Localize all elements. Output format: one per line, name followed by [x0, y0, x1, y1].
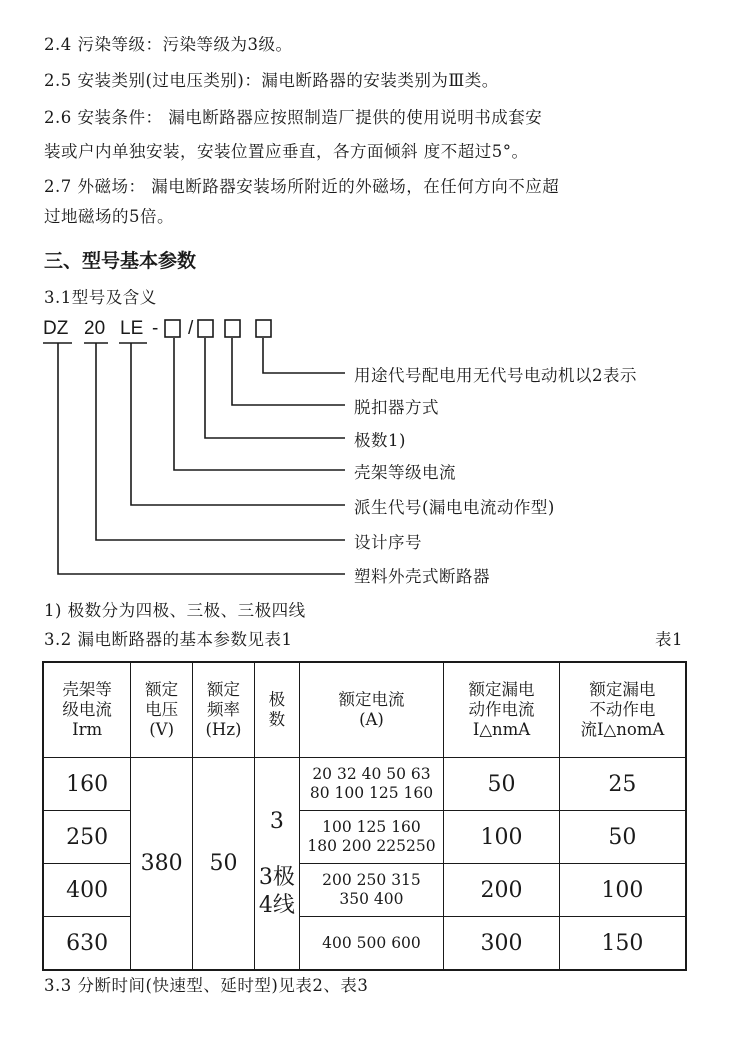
para-line-3: 2.6 安装条件： 漏电断路器应按照制造厂提供的使用说明书成套安 — [44, 108, 543, 127]
cell-rated-current: 200 250 315 350 400 — [299, 864, 443, 917]
header-poles: 极 数 — [254, 662, 299, 758]
model-heading: 3.1型号及含义 — [44, 288, 157, 307]
code-dz: DZ — [43, 318, 69, 339]
cell-rated-current: 100 125 160 180 200 225250 — [299, 811, 443, 864]
code-20: 20 — [84, 318, 106, 339]
table-intro: 3.2 漏电断路器的基本参数见表1 — [44, 630, 293, 649]
cell-voltage: 380 — [131, 758, 193, 971]
para-line-4: 装或户内单独安装，安装位置应垂直，各方面倾斜 度不超过5°。 — [44, 142, 529, 161]
code-dash: - — [152, 318, 159, 339]
placeholder-box-2 — [198, 320, 213, 337]
cell-frame: 250 — [43, 811, 131, 864]
cell-rated-current: 20 32 40 50 63 80 100 125 160 — [299, 758, 443, 811]
leader-3 — [205, 338, 345, 438]
model-label-usage: 用途代号配电用无代号电动机以2表示 — [354, 366, 637, 385]
header-leak-action: 额定漏电 动作电流 I△nmA — [444, 662, 560, 758]
table-header-row — [43, 662, 686, 758]
table-row — [43, 758, 686, 811]
code-slash: / — [188, 318, 194, 339]
cell-leak-no-action: 50 — [559, 811, 686, 864]
cell-leak-no-action: 100 — [559, 864, 686, 917]
cell-leak-action: 100 — [444, 811, 560, 864]
model-label-frame: 壳架等级电流 — [354, 463, 456, 482]
model-label-trip: 脱扣器方式 — [354, 398, 439, 417]
table-label: 表1 — [655, 630, 683, 649]
cell-frame: 400 — [43, 864, 131, 917]
parameter-table — [42, 661, 687, 971]
cell-frequency: 50 — [193, 758, 255, 971]
leader-2 — [232, 338, 345, 405]
cell-rated-current: 400 500 600 — [299, 917, 443, 971]
cell-poles: 3 3极 4线 — [254, 758, 299, 971]
cell-leak-action: 300 — [444, 917, 560, 971]
header-voltage: 额定 电压 (V) — [131, 662, 193, 758]
cell-leak-action: 200 — [444, 864, 560, 917]
model-label-derived: 派生代号(漏电电流动作型) — [354, 498, 555, 517]
section-title: 三、型号基本参数 — [44, 250, 197, 272]
para-line-5: 2.7 外磁场： 漏电断路器安装场所附近的外磁场，在任何方向不应超 — [44, 177, 560, 196]
para-line-1: 2.4 污染等级：污染等级为3级。 — [44, 35, 293, 54]
model-label-poles: 极数1) — [354, 431, 406, 450]
leader-5 — [131, 343, 345, 505]
header-leak-no-action: 额定漏电 不动作电 流I△nomA — [559, 662, 686, 758]
model-label-design: 设计序号 — [354, 533, 422, 552]
para-line-6: 过地磁场的5倍。 — [44, 207, 174, 226]
leader-4 — [174, 338, 345, 470]
leader-1 — [263, 338, 345, 373]
para-line-2: 2.5 安装类别(过电压类别)：漏电断路器的安装类别为Ⅲ类。 — [44, 71, 499, 90]
cell-leak-no-action: 150 — [559, 917, 686, 971]
model-label-type: 塑料外壳式断路器 — [354, 567, 490, 586]
header-frame: 壳架等 级电流 Irm — [43, 662, 131, 758]
footnote: 1) 极数分为四极、三极、三极四线 — [44, 601, 306, 620]
cell-frame: 630 — [43, 917, 131, 971]
header-rated-current: 额定电流 (A) — [299, 662, 443, 758]
placeholder-box-4 — [256, 320, 271, 337]
cell-frame: 160 — [43, 758, 131, 811]
closing-line: 3.3 分断时间(快速型、延时型)见表2、表3 — [44, 976, 369, 995]
cell-leak-action: 50 — [444, 758, 560, 811]
code-le: LE — [120, 318, 144, 339]
placeholder-box-1 — [165, 320, 180, 337]
placeholder-box-3 — [225, 320, 240, 337]
cell-leak-no-action: 25 — [559, 758, 686, 811]
header-frequency: 额定 频率 (Hz) — [193, 662, 255, 758]
